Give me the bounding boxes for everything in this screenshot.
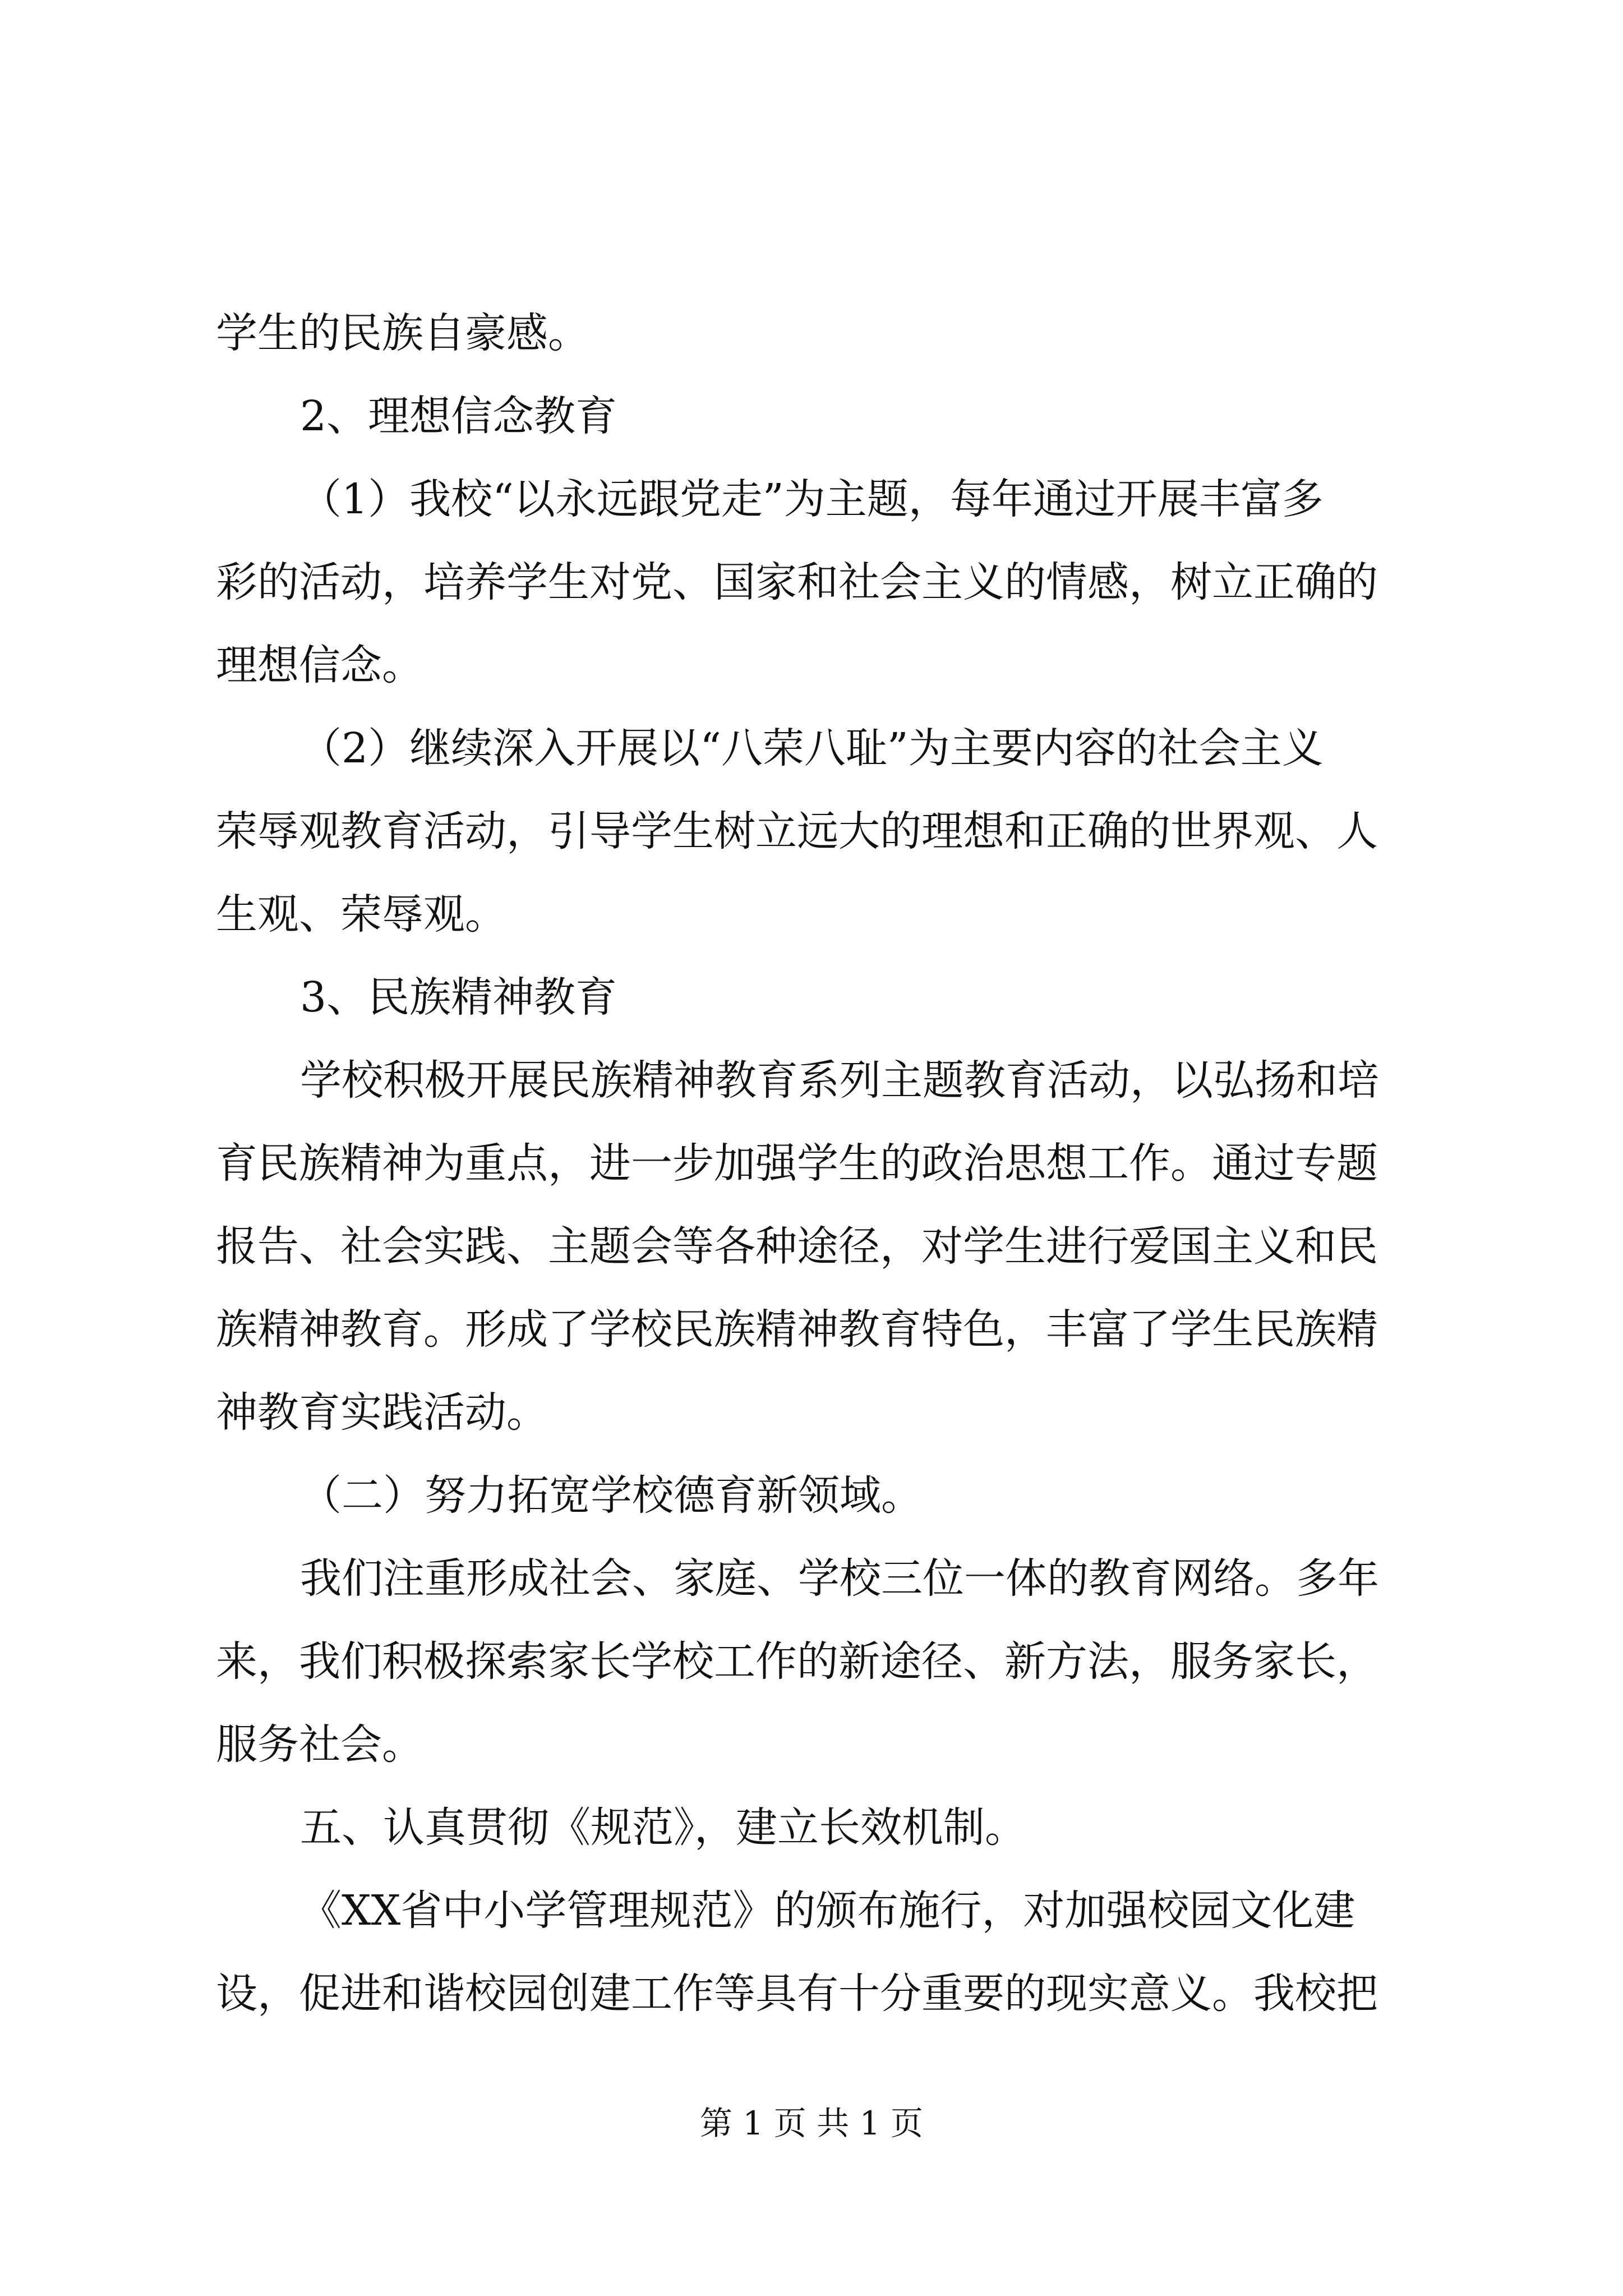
body-line-20: 《XX省中小学管理规范》的颁布施行，对加强校园文化建 xyxy=(300,1887,1355,1935)
body-line-13: 族精神教育。形成了学校民族精神教育特色，丰富了学生民族精 xyxy=(216,1305,1378,1354)
body-line-10: 学校积极开展民族精神教育系列主题教育活动，以弘扬和培 xyxy=(300,1056,1379,1105)
body-line-18: 服务社会。 xyxy=(216,1720,423,1769)
body-line-7: 荣辱观教育活动，引导学生树立远大的理想和正确的世界观、人 xyxy=(216,807,1378,855)
body-line-21: 设，促进和谐校园创建工作等具有十分重要的现实意义。我校把 xyxy=(216,1970,1378,2018)
section-heading-ideals: 2、理想信念教育 xyxy=(300,392,617,440)
body-line-14: 神教育实践活动。 xyxy=(216,1388,548,1437)
body-line-16: 我们注重形成社会、家庭、学校三位一体的教育网络。多年 xyxy=(300,1554,1379,1603)
body-line-5: 理想信念。 xyxy=(216,641,423,689)
body-line-1: 学生的民族自豪感。 xyxy=(216,309,589,357)
section-heading-moral-education: （二）努力拓宽学校德育新领域。 xyxy=(300,1471,923,1520)
body-line-17: 来，我们积极探索家长学校工作的新途径、新方法，服务家长， xyxy=(216,1637,1378,1686)
section-heading-five: 五、认真贯彻《规范》，建立长效机制。 xyxy=(300,1803,1026,1852)
body-line-12: 报告、社会实践、主题会等各种途径，对学生进行爱国主义和民 xyxy=(216,1222,1378,1271)
section-heading-national-spirit: 3、民族精神教育 xyxy=(300,973,617,1022)
body-line-6: （2）继续深入开展以“八荣八耻”为主要内容的社会主义 xyxy=(300,724,1324,772)
document-body xyxy=(216,292,1422,2035)
body-line-3: （1）我校“以永远跟党走”为主题，每年通过开展丰富多 xyxy=(300,475,1324,523)
body-line-4: 彩的活动，培养学生对党、国家和社会主义的情感，树立正确的 xyxy=(216,558,1378,606)
body-line-8: 生观、荣辱观。 xyxy=(216,890,506,938)
page-footer: 第 1 页 共 1 页 xyxy=(700,2104,923,2142)
body-line-11: 育民族精神为重点，进一步加强学生的政治思想工作。通过专题 xyxy=(216,1139,1378,1188)
